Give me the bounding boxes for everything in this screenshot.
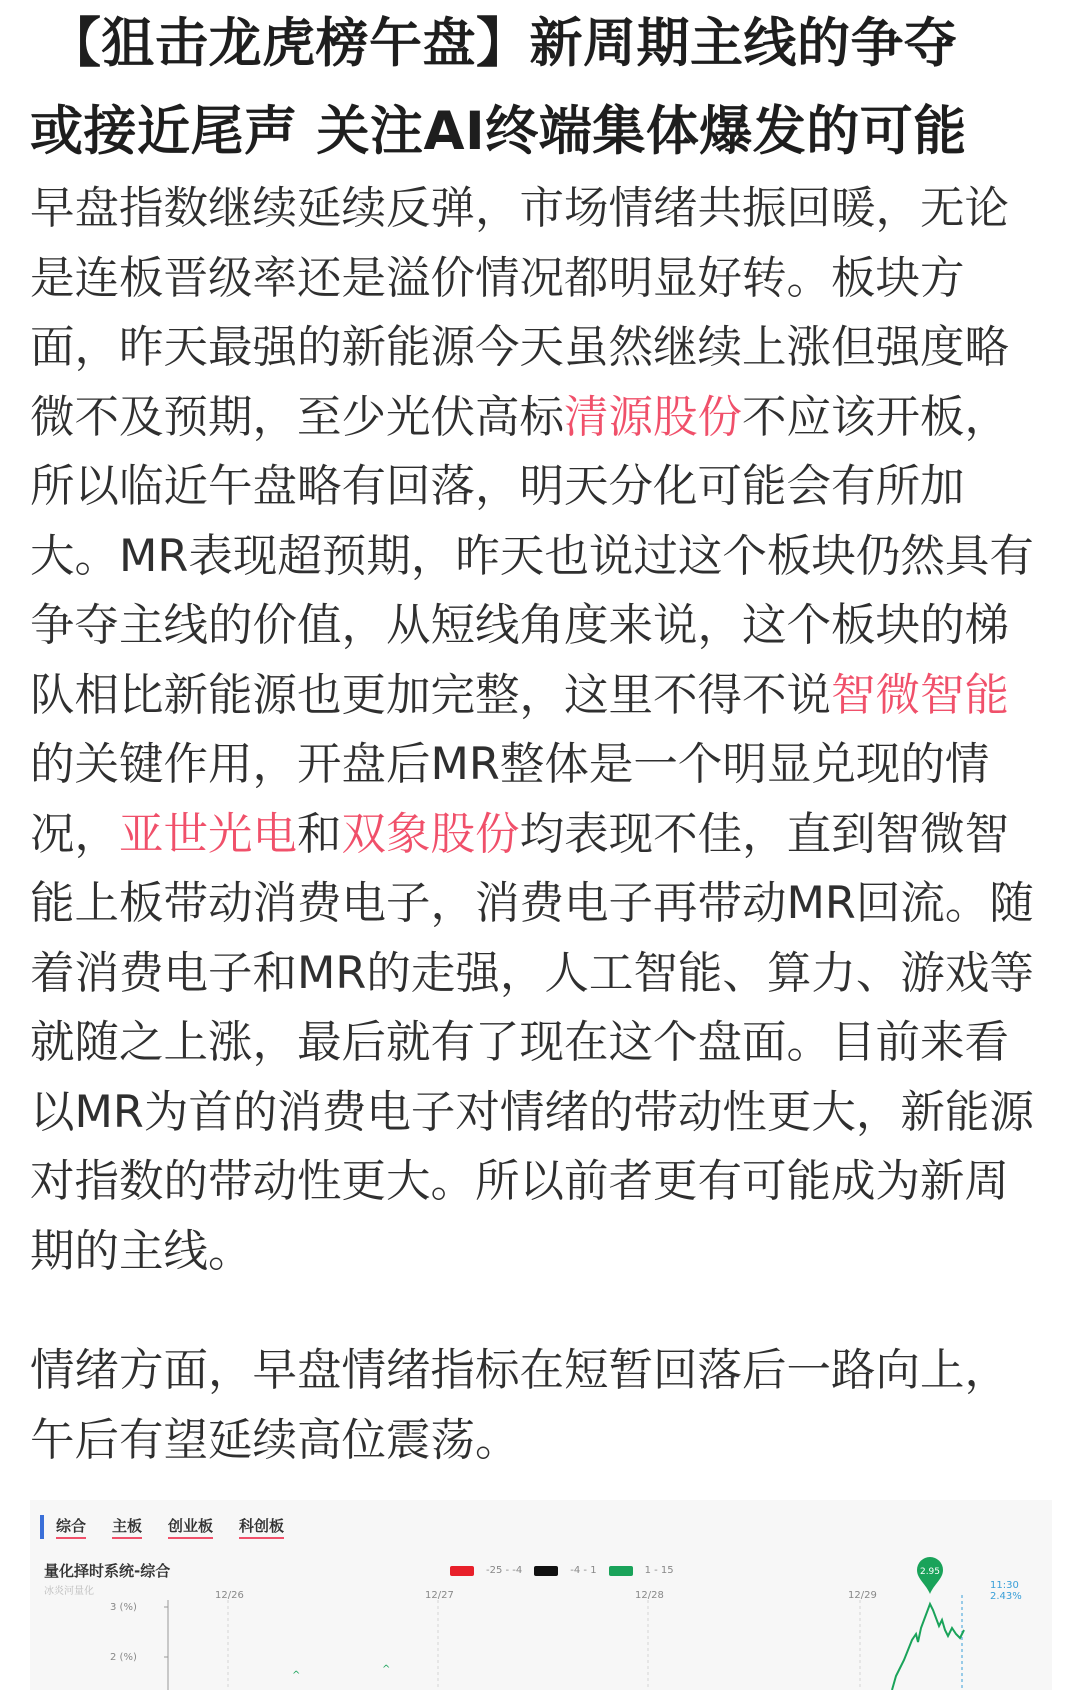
article-paragraph-1 (30, 174, 1050, 1286)
text-segment: 均表现不佳，直到智微智能上板带动消费电子，消费电子再带动MR回流。随着消费电子和MR的走强，人工智能、算力、游戏等就随之上涨，最后就有了现在这个盘面。目前来看以MR为首的消费电子对情绪的带动性更大，新能源对指数的带动性更大。所以前者更有可能成为新周期的主线。 (30, 808, 1034, 1277)
legend-label-red: -25 - -4 (486, 1565, 523, 1576)
text-segment: 早盘指数继续延续反弹，市场情绪共振回暖，无论是连板晋级率还是溢价情况都明显好转。板块方面，昨天最强的新能源今天虽然继续上涨但强度略微不及预期，至少光伏高标 (30, 183, 1010, 443)
tab-main-board[interactable]: 主板 (112, 1515, 142, 1539)
tab-composite[interactable]: 综合 (56, 1515, 86, 1539)
legend-label-black: -4 - 1 (570, 1565, 597, 1576)
article-title-line1: 【狙击龙虎榜午盘】新周期主线的争夺 (48, 13, 958, 74)
text-segment: 的关键作用，开盘后MR整体是一个明显兑现的情况， (30, 739, 990, 860)
date-label-1227: 12/27 (425, 1590, 454, 1601)
stock-link-qingyuan[interactable]: 清源股份 (564, 391, 743, 443)
chart-title: 量化择时系统-综合 (44, 1562, 171, 1580)
chart-subtitle: 冰炎河量化 (44, 1586, 94, 1597)
y-label-3: 3 (%) (110, 1602, 137, 1613)
green-mark: ^ (292, 1670, 301, 1681)
article-paragraph-2: 情绪方面，早盘情绪指标在短暂回落后一路向上，午后有望延续高位震荡。 (30, 1345, 1010, 1466)
legend-label-green: 1 - 15 (644, 1565, 674, 1576)
date-label-1229: 12/29 (848, 1590, 877, 1601)
chart-plot (30, 1500, 1052, 1690)
article-title (30, 0, 1050, 176)
peak-marker-label: 2.95 (919, 1567, 941, 1577)
text-segment: 和 (297, 808, 342, 860)
time-label: 11:30 (990, 1580, 1019, 1591)
stock-link-yashi[interactable]: 亚世光电 (119, 808, 298, 860)
time-value: 2.43% (990, 1591, 1022, 1602)
article (30, 0, 1050, 1475)
tab-chinext[interactable]: 创业板 (168, 1515, 213, 1539)
embedded-chart-image (30, 1500, 1052, 1690)
article-title-line2: 或接近尾声 关注AI终端集体爆发的可能 (30, 101, 967, 162)
emotion-line (892, 1604, 964, 1690)
stock-link-zhiwei[interactable]: 智微智能 (831, 669, 1010, 721)
text-segment: 不应该开板，所以临近午盘略有回落，明天分化可能会有所加大。MR表现超预期，昨天也说过这个板块仍然具有争夺主线的价值，从短线角度来说，这个板块的梯队相比新能源也更加完整，这里不得不说 (30, 391, 1034, 721)
stock-link-shuangxiang[interactable]: 双象股份 (341, 808, 520, 860)
y-label-2: 2 (%) (110, 1652, 137, 1663)
green-mark: ^ (382, 1664, 391, 1675)
date-label-1226: 12/26 (215, 1590, 244, 1601)
date-label-1228: 12/28 (635, 1590, 664, 1601)
tab-star-market[interactable]: 科创板 (239, 1515, 284, 1539)
